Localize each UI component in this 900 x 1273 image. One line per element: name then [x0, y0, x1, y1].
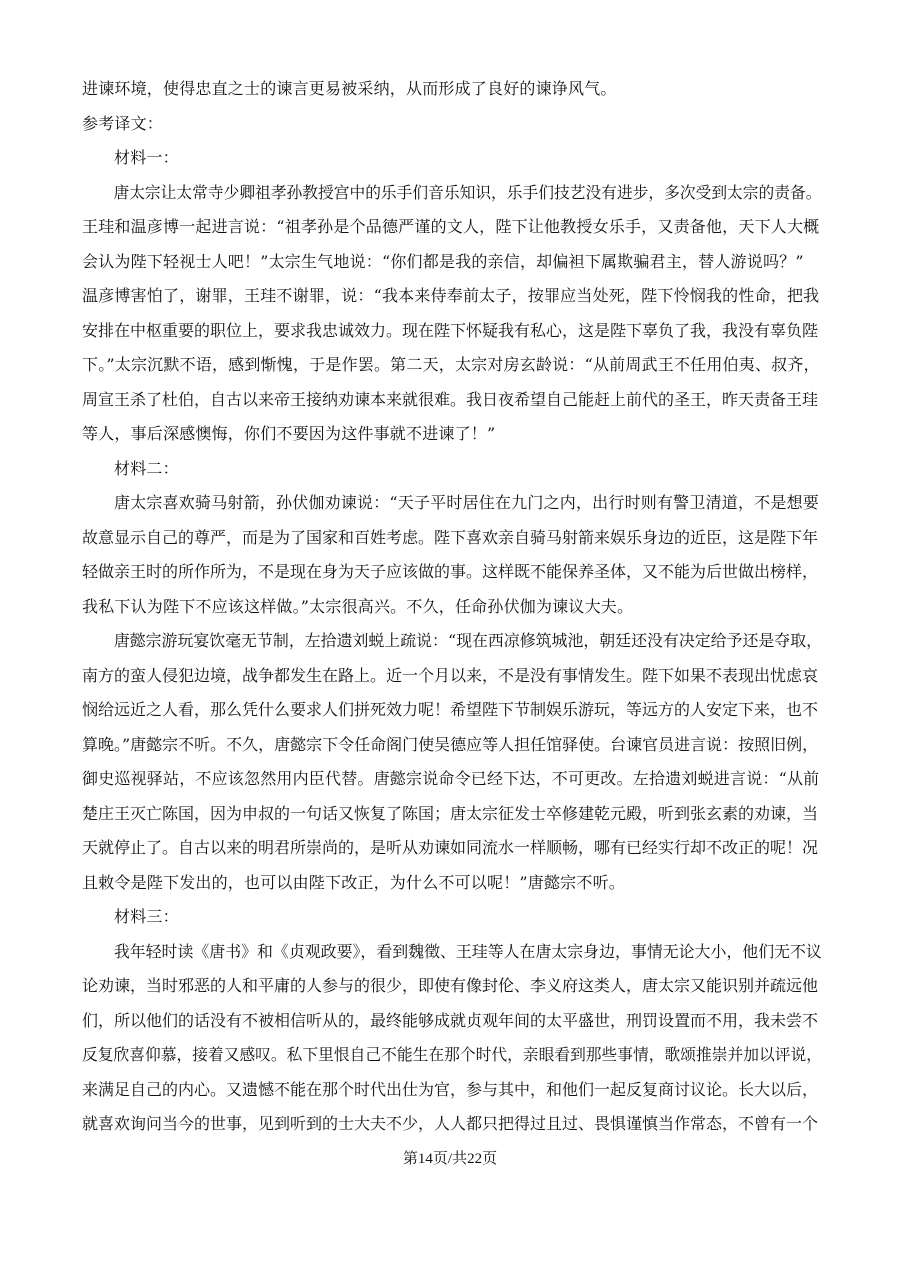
text-line: 南方的蛮人侵犯边境，战争都发生在路上。近一个月以来，不是没有事情发生。陛下如果不表现出忧虑哀 — [82, 665, 819, 685]
text-line: 来满足自己的内心。又遗憾不能在那个时代出仕为官，参与其中，和他们一起反复商讨议论。长大以后， — [82, 1079, 819, 1099]
text-line: 下。”太宗沉默不语，感到惭愧，于是作罢。第二天，太宗对房玄龄说：“从前周武王不任用伯夷、叔齐， — [82, 355, 820, 374]
text-line: 安排在中枢重要的职位上，要求我忠诚效力。现在陛下怀疑我有私心，这是陛下辜负了我，我没有辜负陛 — [82, 320, 819, 340]
text-line: 反复欣喜仰慕，接着又感叹。私下里恨自己不能生在那个时代，亲眼看到那些事情，歌颂推崇并加以评说， — [82, 1045, 822, 1064]
text-line: 温彦博害怕了，谢罪，王珪不谢罪，说：“我本来侍奉前太子，按罪应当处死，陛下怜悯我的性命，把我 — [82, 286, 820, 305]
text-line: 王珪和温彦博一起进言说：“祖孝孙是个品德严谨的文人，陛下让他教授女乐手，又责备他，天下人大概 — [82, 217, 820, 236]
text-line: 材料二： — [114, 458, 179, 478]
text-line: 材料一： — [114, 148, 179, 167]
text-line: 论劝谏，当时邪恶的人和平庸的人参与的很少，即使有像封伦、李义府这类人，唐太宗又能识别并疏远他 — [82, 976, 819, 995]
text-line: 材料三： — [114, 907, 179, 926]
text-line: 我年轻时读《唐书》和《贞观政要》，看到魏徵、王珪等人在唐太宗身边，事情无论大小，他们无不议 — [113, 941, 822, 961]
page-footer: 第14页/共22页 — [402, 1151, 498, 1167]
text-line: 就喜欢询问当今的世事，见到听到的士大夫不少，人人都只把得过且过、畏惧谨慎当作常态，不曾有一个 — [82, 1114, 819, 1133]
text-line: 悯给远近之人看，那么凭什么要求人们拼死效力呢！希望陛下节制娱乐游玩，等远方的人安定下来，也不 — [82, 700, 819, 719]
text-line: 轻做亲王时的所作所为，不是现在身为天子应该做的事。这样既不能保养圣体，又不能为后世做出榜样， — [82, 562, 819, 581]
document-body — [82, 72, 822, 1142]
text-line: 周宣王杀了杜伯，自古以来帝王接纳劝谏本来就很难。我日夜希望自己能赶上前代的圣王，昨天责备王珪 — [82, 389, 819, 409]
text-line: 且敕令是陛下发出的，也可以由陛下改正，为什么不可以呢！”唐懿宗不听。 — [82, 872, 625, 892]
text-line: 算晚。”唐懿宗不听。不久，唐懿宗下令任命阁门使吴德应等人担任馆驿使。台谏官员进言说：按照旧例， — [82, 734, 819, 754]
text-line: 天就停止了。自古以来的明君所崇尚的，是听从劝谏如同流水一样顺畅，哪有已经实行却不改正的呢！况 — [82, 838, 819, 857]
text-line: 参考译文： — [82, 113, 164, 133]
text-line: 我私下认为陛下不应该这样做。”太宗很高兴。不久，任命孙伏伽为谏议大夫。 — [82, 596, 634, 616]
text-line: 会认为陛下轻视士人吧！”太宗生气地说：“你们都是我的亲信，却偏袒下属欺骗君主，替人游说吗？” — [82, 251, 804, 271]
text-line: 等人，事后深感懊悔，你们不要因为这件事就不进谏了！” — [82, 424, 496, 443]
text-line: 进谏环境，使得忠直之士的谏言更易被采纳，从而形成了良好的谏诤风气。 — [82, 79, 617, 98]
text-line: 御史巡视驿站，不应该忽然用内臣代替。唐懿宗说命令已经下达，不可更改。左拾遗刘蜕进言说：“从前 — [82, 769, 820, 788]
text-line: 唐太宗让太常寺少卿祖孝孙教授宫中的乐手们音乐知识，乐手们技艺没有进步，多次受到太宗的责备。 — [113, 182, 822, 202]
text-line: 唐太宗喜欢骑马射箭，孙伏伽劝谏说：“天子平时居住在九门之内，出行时则有警卫清道，不是想要 — [114, 493, 819, 512]
text-line: 故意显示自己的尊严，而是为了国家和百姓考虑。陛下喜欢亲自骑马射箭来娱乐身边的近臣，这是陛下年 — [82, 527, 819, 547]
text-line: 楚庄王灭亡陈国，因为申叔的一句话又恢复了陈国；唐太宗征发士卒修建乾元殿，听到张玄素的劝谏，当 — [82, 803, 819, 823]
text-line: 唐懿宗游玩宴饮毫无节制，左拾遗刘蜕上疏说：“现在西凉修筑城池，朝廷还没有决定给予还是夺取， — [113, 631, 823, 650]
text-line: 们，所以他们的话没有不被相信听从的，最终能够成就贞观年间的太平盛世，刑罚设置而不用，我未尝不 — [82, 1010, 819, 1030]
